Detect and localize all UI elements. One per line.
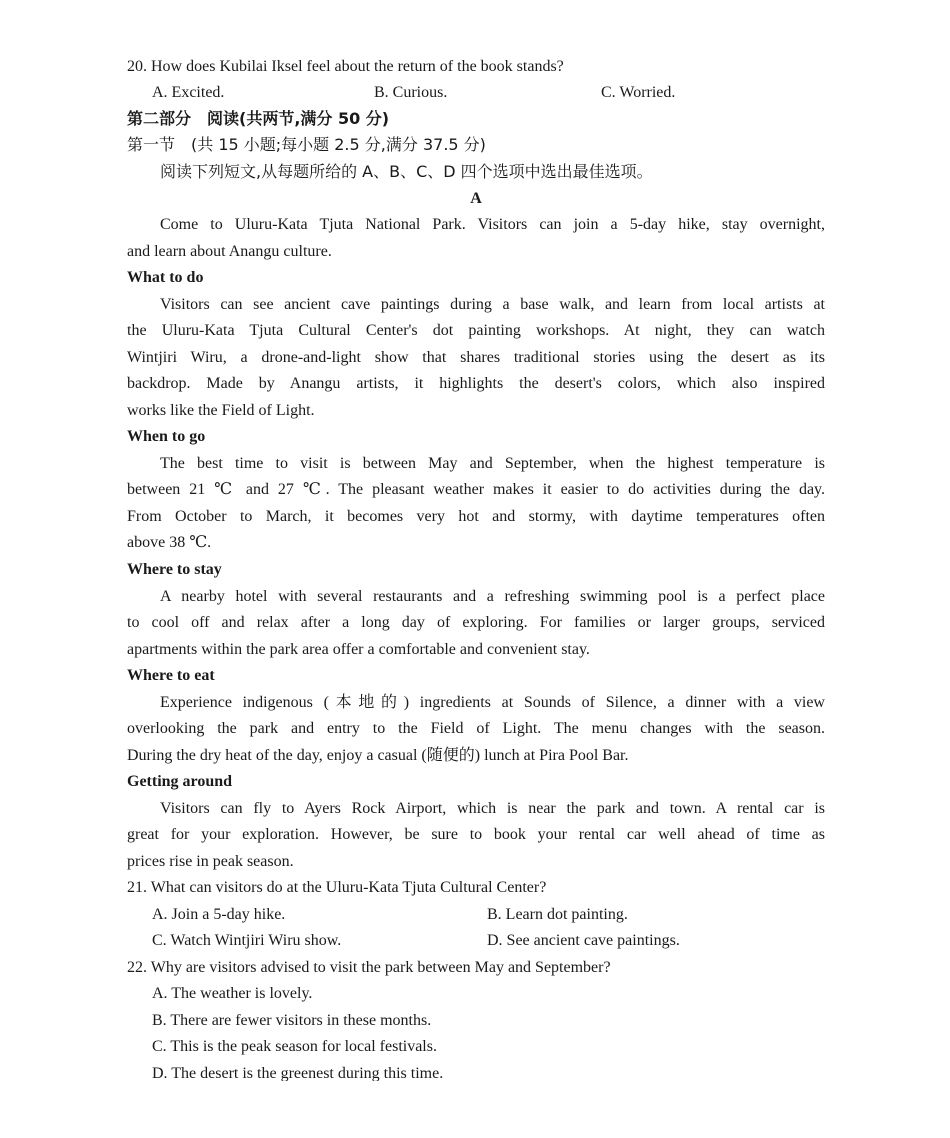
paragraph-line: Visitors can fly to Ayers Rock Airport, which is near the park and town. A rental car is	[160, 800, 825, 817]
paragraph-line: great for your exploration. However, be sure to book your rental car well ahead of time as	[127, 826, 825, 843]
paragraph-line: A nearby hotel with several restaurants and a refreshing swimming pool is a perfect place	[160, 588, 825, 605]
paragraph-line: to cool off and relax after a long day of exploring. For families or larger groups, serviced	[127, 614, 825, 631]
paragraph-line: works like the Field of Light.	[127, 402, 315, 419]
q22-option-a: A. The weather is lovely.	[152, 985, 313, 1002]
section-heading-getting-around: Getting around	[127, 773, 233, 790]
paragraph-line: Experience indigenous (本地的) ingredients at Sounds of Silence, a dinner with a view	[160, 694, 825, 711]
paragraph-line: During the dry heat of the day, enjoy a casual (随便的) lunch at Pira Pool Bar.	[127, 747, 629, 764]
section-heading-where-to-stay: Where to stay	[127, 561, 222, 578]
passage-label: A	[470, 190, 482, 207]
paragraph-line: between 21 ℃ and 27 ℃. The pleasant weather makes it easier to do activities during the day.	[127, 481, 825, 498]
paragraph-line: Wintjiri Wiru, a drone-and-light show that shares traditional stories using the desert as its	[127, 349, 825, 366]
paragraph-line: the Uluru-Kata Tjuta Cultural Center's dot painting workshops. At night, they can watch	[127, 322, 825, 339]
paragraph-line: apartments within the park area offer a comfortable and convenient stay.	[127, 641, 590, 658]
paragraph-line: The best time to visit is between May and September, when the highest temperature is	[160, 455, 825, 472]
paragraph-line: above 38 ℃.	[127, 534, 212, 551]
intro-line-2: and learn about Anangu culture.	[127, 243, 332, 260]
section-heading-where-to-eat: Where to eat	[127, 667, 215, 684]
q20-option-b: B. Curious.	[374, 84, 448, 101]
section-heading-when-to-go: When to go	[127, 428, 206, 445]
question-21: 21. What can visitors do at the Uluru-Kata Tjuta Cultural Center?	[127, 879, 547, 896]
q21-option-b: B. Learn dot painting.	[487, 906, 628, 923]
intro-line-1: Come to Uluru-Kata Tjuta National Park. Visitors can join a 5-day hike, stay overnight,	[160, 216, 825, 233]
paragraph-line: overlooking the park and entry to the Field of Light. The menu changes with the season.	[127, 720, 825, 737]
part2-title: 第二部分 阅读(共两节,满分 50 分)	[127, 109, 390, 128]
section-heading-what-to-do: What to do	[127, 269, 204, 286]
q20-option-c: C. Worried.	[601, 84, 676, 101]
paragraph-line: prices rise in peak season.	[127, 853, 294, 870]
q21-option-c: C. Watch Wintjiri Wiru show.	[152, 932, 342, 949]
q21-option-d: D. See ancient cave paintings.	[487, 932, 680, 949]
paragraph-line: From October to March, it becomes very hot and stormy, with daytime temperatures often	[127, 508, 825, 525]
question-22: 22. Why are visitors advised to visit the park between May and September?	[127, 959, 611, 976]
q21-option-a: A. Join a 5-day hike.	[152, 906, 286, 923]
paragraph-line: backdrop. Made by Anangu artists, it highlights the desert's colors, which also inspired	[127, 375, 825, 392]
q22-option-d: D. The desert is the greenest during this time.	[152, 1065, 444, 1081]
q20-option-a: A. Excited.	[152, 84, 225, 101]
paragraph-line: Visitors can see ancient cave paintings during a base walk, and learn from local artists at	[160, 296, 825, 313]
reading-instruction: 阅读下列短文,从每题所给的 A、B、C、D 四个选项中选出最佳选项。	[160, 162, 653, 181]
section1-title: 第一节 (共 15 小题;每小题 2.5 分,满分 37.5 分)	[127, 135, 486, 154]
q22-option-b: B. There are fewer visitors in these months.	[152, 1012, 432, 1029]
q22-option-c: C. This is the peak season for local festivals.	[152, 1038, 437, 1055]
question-20: 20. How does Kubilai Iksel feel about the return of the book stands?	[127, 58, 564, 75]
